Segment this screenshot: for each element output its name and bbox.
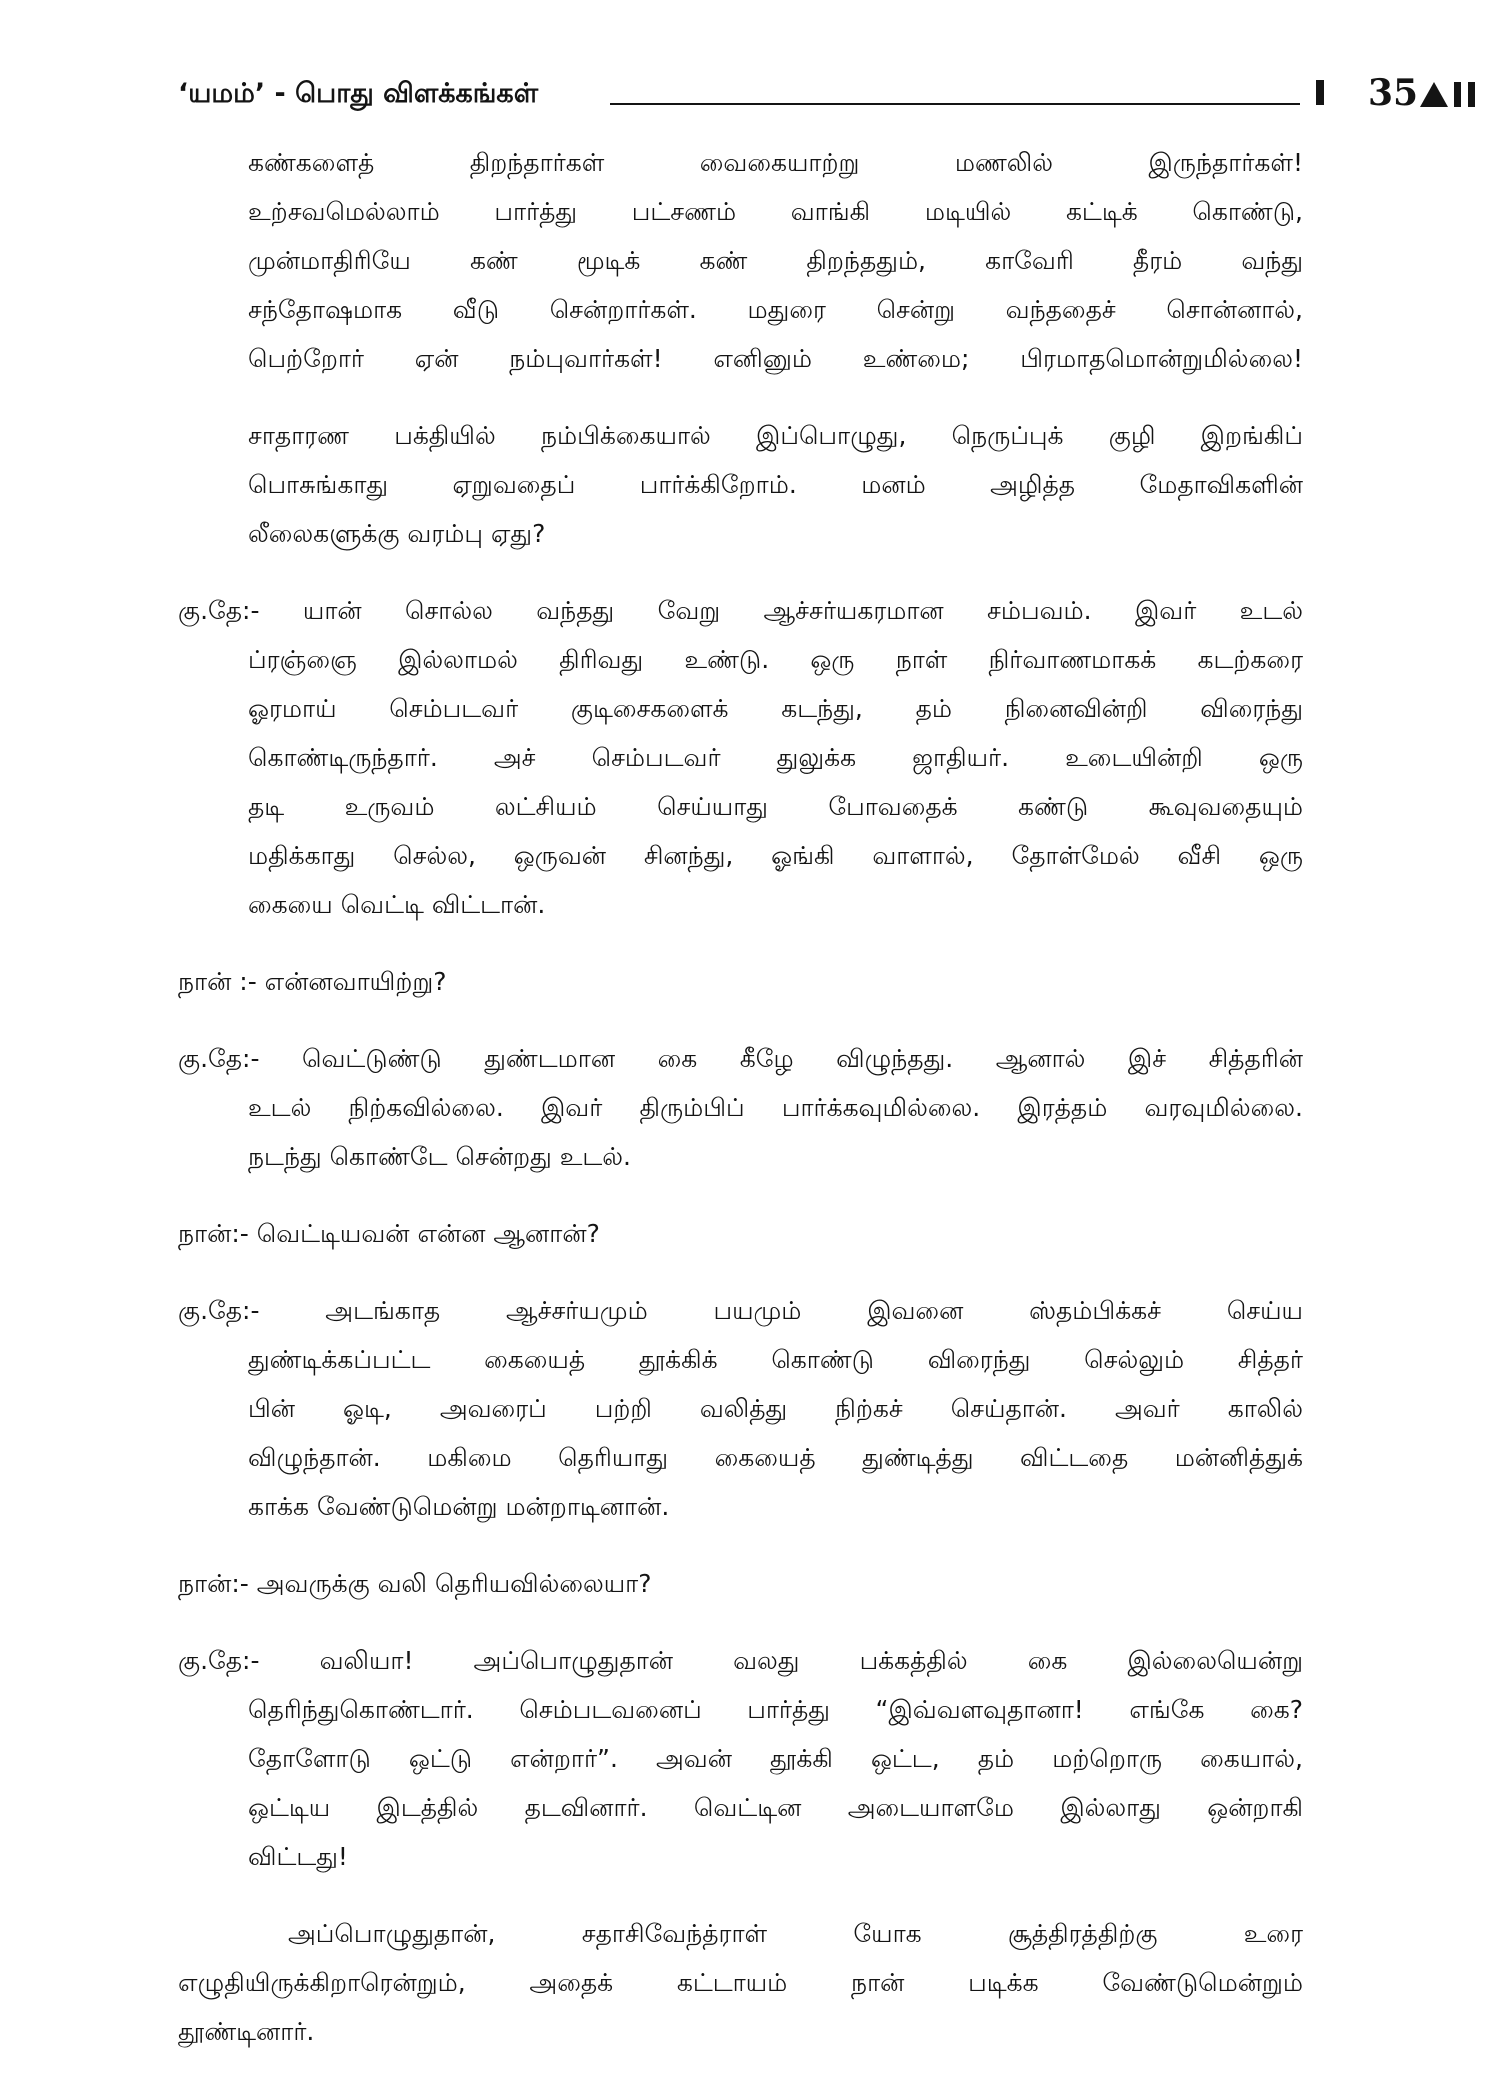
text-line: உற்சவமெல்லாம் பார்த்து பட்சணம் வாங்கி மடியில் கட்டிக் கொண்டு,: [248, 197, 1303, 226]
text-line: முன்மாதிரியே கண் மூடிக் கண் திறந்ததும், காவேரி தீரம் வந்து: [248, 246, 1303, 275]
dialogue-paragraph: [178, 1286, 1303, 1531]
text-line: பின் ஓடி, அவரைப் பற்றி வலித்து நிற்கச் செய்தான். அவர் காலில்: [248, 1394, 1303, 1423]
text-line: ப்ரஞ்ஞை இல்லாமல் திரிவது உண்டு. ஒரு நாள் நிர்வாணமாகக் கடற்கரை: [248, 645, 1303, 674]
dialogue-paragraph: [178, 957, 1303, 1006]
text-line: நான்:- அவருக்கு வலி தெரியவில்லையா?: [178, 1569, 652, 1598]
header-title: ‘யமம்’ - பொது விளக்கங்கள்: [178, 78, 539, 109]
dialogue-paragraph: [178, 1559, 1303, 1608]
dialogue-paragraph: [178, 1034, 1303, 1181]
text-line: நடந்து கொண்டே சென்றது உடல்.: [248, 1142, 631, 1171]
text-line: துண்டிக்கப்பட்ட கையைத் தூக்கிக் கொண்டு விரைந்து செல்லும் சித்தர்: [248, 1345, 1303, 1374]
text-line: விழுந்தான். மகிமை தெரியாது கையைத் துண்டித்து விட்டதை மன்னித்துக்: [248, 1443, 1303, 1472]
text-line: கு.தே:- யான் சொல்ல வந்தது வேறு ஆச்சர்யகரமான சம்பவம். இவர் உடல்: [178, 596, 1303, 625]
text-line: நான்:- வெட்டியவன் என்ன ஆனான்?: [178, 1219, 600, 1248]
text-line: ஓரமாய் செம்படவர் குடிசைகளைக் கடந்து, தம் நினைவின்றி விரைந்து: [248, 694, 1303, 723]
page-ornament-icon: [1418, 80, 1480, 108]
text-line: விட்டது!: [248, 1842, 348, 1871]
text-line: சாதாரண பக்தியில் நம்பிக்கையால் இப்பொழுது, நெருப்புக் குழி இறங்கிப்: [248, 421, 1303, 450]
text-line: நான் :- என்னவாயிற்று?: [178, 967, 447, 996]
text-line: கு.தே:- வலியா! அப்பொழுதுதான் வலது பக்கத்தில் கை இல்லையென்று: [178, 1646, 1303, 1675]
text-line: பெற்றோர் ஏன் நம்புவார்கள்! எனினும் உண்மை; பிரமாதமொன்றுமில்லை!: [248, 344, 1303, 373]
text-line: பொசுங்காது ஏறுவதைப் பார்க்கிறோம். மனம் அழித்த மேதாவிகளின்: [248, 470, 1303, 499]
text-line: கண்களைத் திறந்தார்கள் வைகையாற்று மணலில் இருந்தார்கள்!: [248, 148, 1303, 177]
text-line: அப்பொழுதுதான், சதாசிவேந்த்ராள் யோக சூத்திரத்திற்கு உரை: [288, 1919, 1303, 1948]
paragraph: [178, 411, 1303, 558]
text-line: எழுதியிருக்கிறாரென்றும், அதைக் கட்டாயம் நான் படிக்க வேண்டுமென்றும்: [178, 1968, 1303, 1997]
text-line: கு.தே:- வெட்டுண்டு துண்டமான கை கீழே விழுந்தது. ஆனால் இச் சித்தரின்: [178, 1044, 1303, 1073]
text-line: தூண்டினார்.: [178, 2017, 315, 2046]
text-line: கையை வெட்டி விட்டான்.: [248, 890, 546, 919]
text-line: உடல் நிற்கவில்லை. இவர் திரும்பிப் பார்க்கவுமில்லை. இரத்தம் வரவுமில்லை.: [248, 1093, 1303, 1122]
page-body: [178, 138, 1303, 2084]
text-line: தோளோடு ஒட்டு என்றார்”. அவன் தூக்கி ஒட்ட, தம் மற்றொரு கையால்,: [248, 1744, 1303, 1773]
paragraph: [178, 1909, 1303, 2056]
text-line: லீலைகளுக்கு வரம்பு ஏது?: [248, 519, 546, 548]
text-line: ஒட்டிய இடத்தில் தடவினார். வெட்டின அடையாளமே இல்லாது ஒன்றாகி: [248, 1793, 1303, 1822]
dialogue-paragraph: [178, 1636, 1303, 1881]
dialogue-paragraph: [178, 586, 1303, 929]
text-line: சந்தோஷமாக வீடு சென்றார்கள். மதுரை சென்று வந்ததைச் சொன்னால்,: [248, 295, 1303, 324]
text-line: மதிக்காது செல்ல, ஒருவன் சினந்து, ஓங்கி வாளால், தோள்மேல் வீசி ஒரு: [248, 841, 1303, 870]
dialogue-paragraph: [178, 1209, 1303, 1258]
header-rule: [610, 103, 1300, 105]
text-line: தெரிந்துகொண்டார். செம்படவனைப் பார்த்து “இவ்வளவுதானா! எங்கே கை?: [248, 1695, 1303, 1724]
running-header: [178, 72, 1419, 122]
text-line: காக்க வேண்டுமென்று மன்றாடினான்.: [248, 1492, 670, 1521]
header-bar: [1316, 80, 1324, 105]
paragraph: [178, 138, 1303, 383]
text-line: கொண்டிருந்தார். அச் செம்படவர் துலுக்க ஜாதியர். உடையின்றி ஒரு: [248, 743, 1303, 772]
text-line: தடி உருவம் லட்சியம் செய்யாது போவதைக் கண்டு கூவுவதையும்: [248, 792, 1303, 821]
text-line: கு.தே:- அடங்காத ஆச்சர்யமும் பயமும் இவனை ஸ்தம்பிக்கச் செய்ய: [178, 1296, 1303, 1325]
page-number: 35: [1368, 72, 1419, 114]
